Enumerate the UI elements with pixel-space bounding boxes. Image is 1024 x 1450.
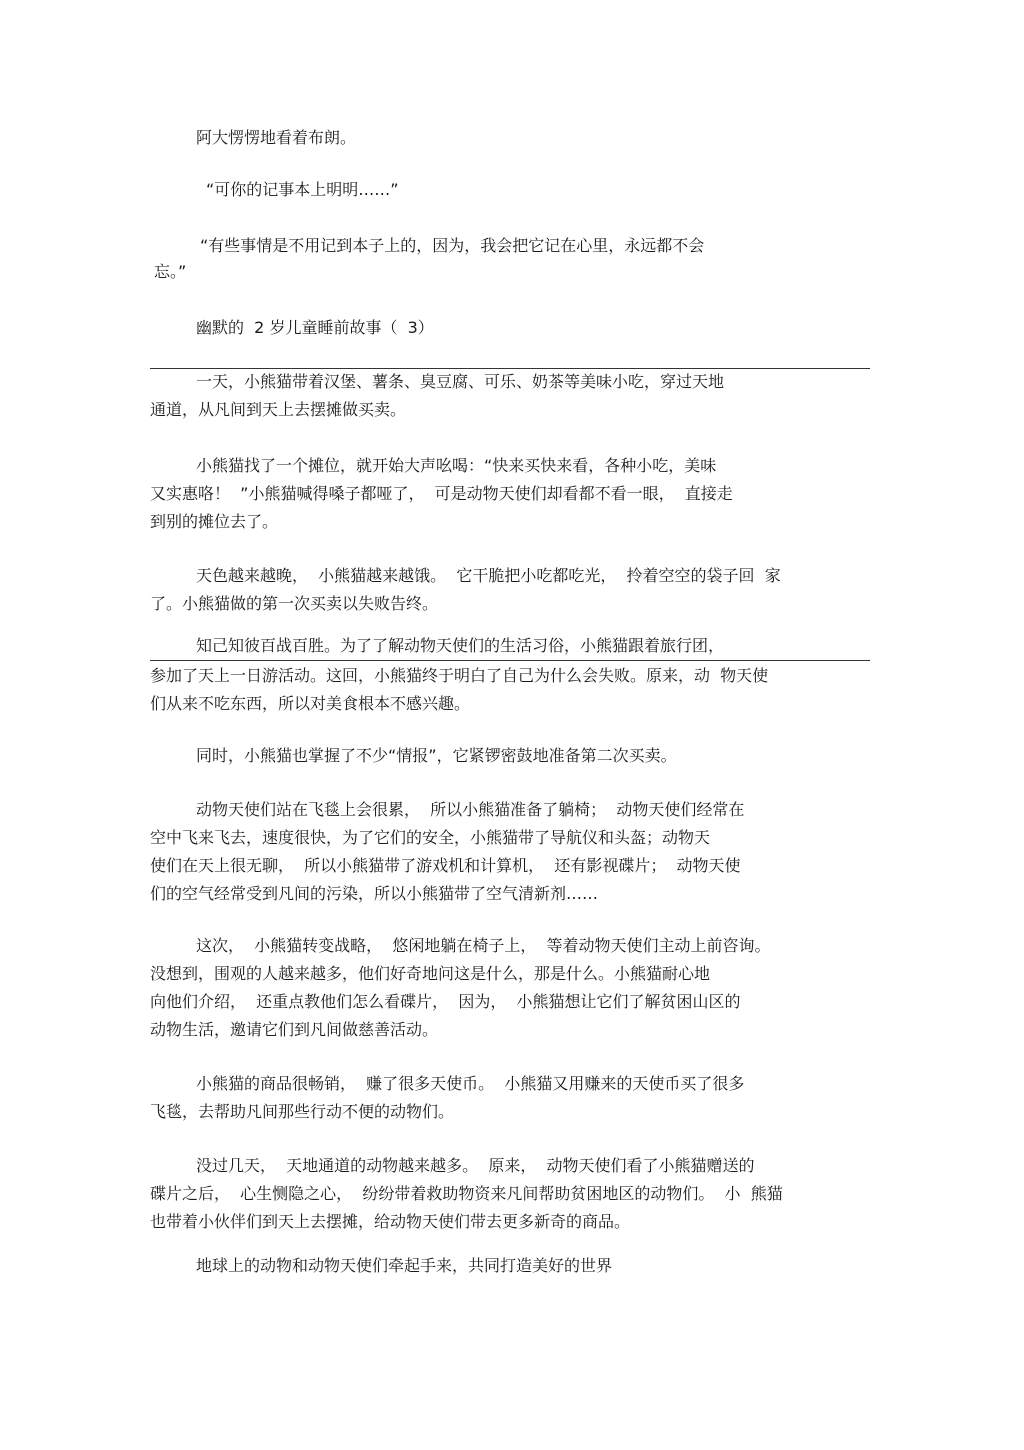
text-line: 又实惠咯！ ”小熊猫喊得嗓子都哑了， 可是动物天使们却看都不看一眼， 直接走	[150, 484, 733, 503]
text-line: 们从来不吃东西，所以对美食根本不感兴趣。	[150, 694, 471, 713]
text-line: 们的空气经常受到凡间的污染，所以小熊猫带了空气清新剂……	[150, 884, 599, 903]
text-line: 空中飞来飞去，速度很快，为了它们的安全，小熊猫带了导航仪和头盔；动物天	[150, 828, 711, 847]
text-line: “可你的记事本上明明……”	[206, 180, 399, 199]
text-line: 使们在天上很无聊， 所以小熊猫带了游戏机和计算机， 还有影视碟片； 动物天使	[150, 856, 741, 875]
text-line: 小熊猫的商品很畅销， 赚了很多天使币。 小熊猫又用赚来的天使币买了很多	[196, 1074, 745, 1093]
text-line: 飞毯，去帮助凡间那些行动不便的动物们。	[150, 1102, 455, 1121]
text-line: 知己知彼百战百胜。为了了解动物天使们的生活习俗，小熊猫跟着旅行团，	[196, 636, 725, 655]
text-line: 碟片之后， 心生恻隐之心， 纷纷带着救助物资来凡间帮助贫困地区的动物们。 小 熊猫	[150, 1184, 783, 1203]
section-heading: 幽默的 2 岁儿童睡前故事（ 3）	[196, 318, 434, 337]
text-line: 这次， 小熊猫转变战略， 悠闲地躺在椅子上， 等着动物天使们主动上前咨询。	[196, 936, 771, 955]
text-line: 参加了天上一日游活动。这回，小熊猫终于明白了自己为什么会失败。原来，动 物天使	[150, 666, 769, 685]
text-line: 一天，小熊猫带着汉堡、薯条、臭豆腐、可乐、奶茶等美味小吃，穿过天地	[196, 372, 725, 391]
text-line: 阿大愣愣地看着布朗。	[196, 128, 357, 147]
text-line: 动物生活，邀请它们到凡间做慈善活动。	[150, 1020, 439, 1039]
text-line: 忘。”	[154, 262, 187, 281]
text-line: 动物天使们站在飞毯上会很累， 所以小熊猫准备了躺椅； 动物天使们经常在	[196, 800, 745, 819]
text-line: 到别的摊位去了。	[150, 512, 279, 531]
divider-line	[150, 368, 870, 369]
text-line: “有些事情是不用记到本子上的，因为，我会把它记在心里，永远都不会	[200, 236, 705, 255]
text-line: 天色越来越晚， 小熊猫越来越饿。 它干脆把小吃都吃光， 拎着空空的袋子回 家	[196, 566, 781, 585]
text-line: 通道，从凡间到天上去摆摊做买卖。	[150, 400, 407, 419]
text-line: 地球上的动物和动物天使们牵起手来，共同打造美好的世界	[196, 1256, 613, 1275]
text-line: 同时，小熊猫也掌握了不少“情报”，它紧锣密鼓地准备第二次买卖。	[196, 746, 677, 765]
text-line: 没想到，围观的人越来越多，他们好奇地问这是什么，那是什么。小熊猫耐心地	[150, 964, 711, 983]
text-line: 向他们介绍， 还重点教他们怎么看碟片， 因为， 小熊猫想让它们了解贫困山区的	[150, 992, 741, 1011]
text-line: 小熊猫找了一个摊位，就开始大声吆喝：“快来买快来看，各种小吃，美味	[196, 456, 717, 475]
divider-line	[150, 660, 870, 661]
text-line: 了。小熊猫做的第一次买卖以失败告终。	[150, 594, 439, 613]
text-line: 也带着小伙伴们到天上去摆摊，给动物天使们带去更多新奇的商品。	[150, 1212, 631, 1231]
text-line: 没过几天， 天地通道的动物越来越多。 原来， 动物天使们看了小熊猫赠送的	[196, 1156, 755, 1175]
